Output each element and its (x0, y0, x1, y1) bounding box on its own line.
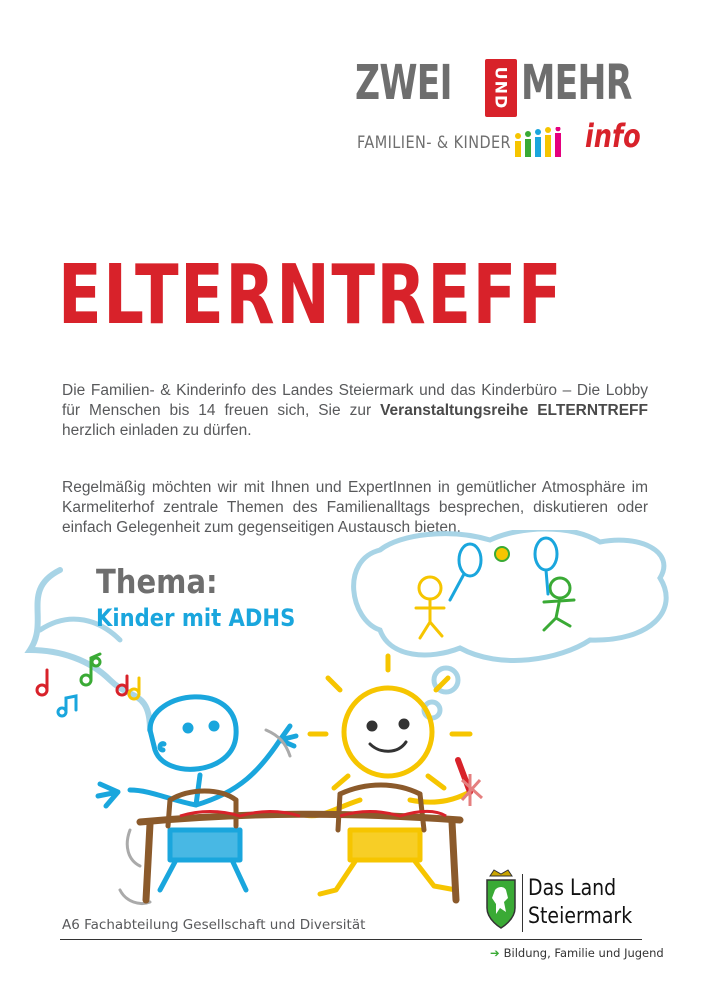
logo-word-mehr: MEHR (521, 55, 632, 111)
intro-p1-before: Die Familien- & Kinderinfo des Landes Steiermark und das Kinderbüro – Die Lobby für Menschen bis 14 freuen sich, Sie zur (62, 382, 648, 419)
intro-paragraph-1 (62, 381, 648, 441)
logo-info-word: info (585, 117, 641, 155)
land-logo-separator (522, 874, 523, 932)
page-title: ELTERNTREFF (58, 248, 564, 343)
land-logo-line2: Steiermark (528, 904, 633, 929)
arrow-right-icon: ➔ (490, 946, 500, 960)
playing-kids-icon (416, 538, 574, 638)
logo-subtitle: FAMILIEN- & KINDER (357, 133, 512, 153)
intro-p1-after: herzlich einladen zu dürfen. (62, 422, 252, 439)
intro-p1-bold: Veranstaltungsreihe ELTERNTREFF (380, 402, 648, 419)
logo-color-bars-icon (513, 127, 573, 159)
footer-tagline (490, 946, 664, 960)
thema-label: Thema: (96, 562, 218, 601)
das-land-steiermark-logo (484, 868, 644, 938)
intro-paragraph-2: Regelmäßig möchten wir mit Ihnen und ExpertInnen in gemütlicher Atmosphäre im Karmeliterhof zentrale Themen des Familienalltags besprechen, diskutieren oder einfach Gelegenheit zum gegenseitigen Austausch bieten. (62, 479, 648, 536)
logo-word-zwei: ZWEI (355, 55, 452, 111)
land-logo-line1: Das Land (528, 876, 617, 901)
footer-department: A6 Fachabteilung Gesellschaft und Diversität (62, 917, 366, 933)
logo-und-text: UND (491, 66, 511, 110)
coat-of-arms-icon (484, 868, 518, 930)
footer-tagline-text: Bildung, Familie und Jugend (503, 946, 664, 960)
thema-value: Kinder mit ADHS (96, 604, 296, 632)
pencil-icon (458, 760, 482, 806)
brand-logo (355, 55, 655, 165)
footer-divider (60, 939, 642, 940)
logo-und-badge (485, 59, 517, 117)
